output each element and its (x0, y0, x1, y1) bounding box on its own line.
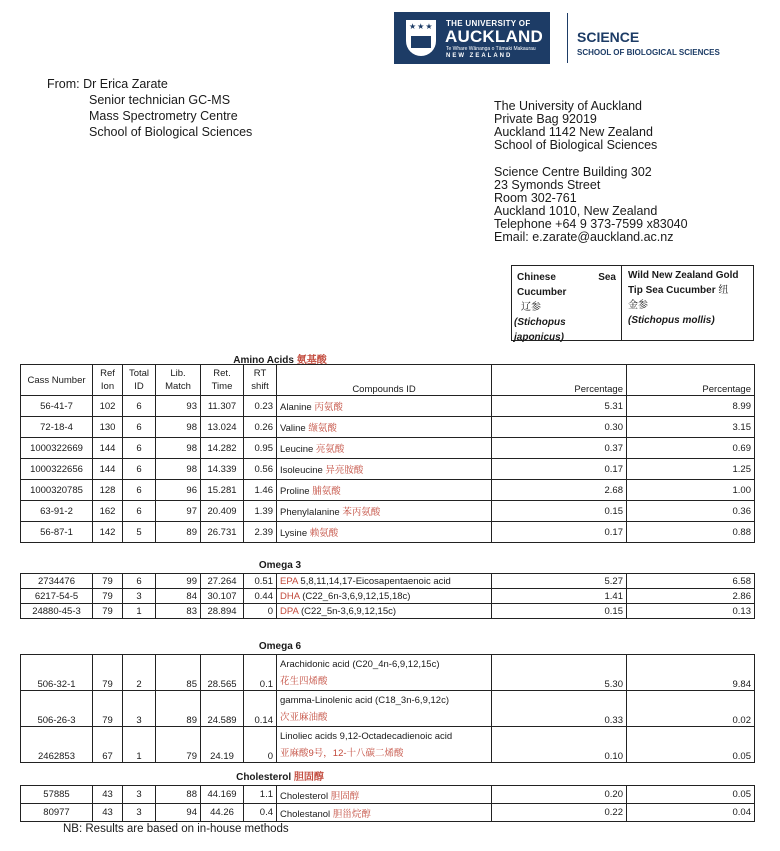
cell-ref: 67 (93, 727, 123, 763)
cell-cass: 72-18-4 (21, 417, 93, 438)
cell-percentage-nz: 3.15 (627, 417, 755, 438)
cell-percentage-chinese: 5.31 (492, 396, 627, 417)
cell-compound (277, 480, 492, 501)
cell-ref: 43 (93, 804, 123, 822)
footnote: NB: Results are based on in-house methods (63, 823, 289, 835)
compound-cn: 胆甾烷醇 (332, 808, 371, 820)
cell-ref: 128 (93, 480, 123, 501)
cell-lib: 88 (156, 786, 201, 804)
table-row (21, 438, 755, 459)
postal-address (494, 100, 657, 152)
faculty-name: SCIENCE (577, 29, 640, 45)
cell-percentage-chinese: 0.37 (492, 438, 627, 459)
compound-cn: 苯丙氨酸 (342, 507, 381, 518)
column-header: Total ID (123, 365, 156, 396)
table-row (21, 522, 755, 543)
cell-cass: 57885 (21, 786, 93, 804)
cell-total: 3 (123, 804, 156, 822)
column-header: RT shift (244, 365, 277, 396)
compound-name: Phenylalanine (280, 507, 340, 518)
cell-ref: 79 (93, 655, 123, 691)
compound-abbr: DPA (280, 605, 299, 617)
address-line: Auckland 1010, New Zealand (494, 204, 658, 218)
cell-cass: 24880-45-3 (21, 604, 93, 619)
compound-name: Cholesterol (280, 790, 329, 802)
cell-percentage-nz: 9.84 (627, 655, 755, 691)
cell-total: 6 (123, 459, 156, 480)
sample-header-nz (622, 265, 754, 341)
sender-from: From: Dr Erica Zarate (47, 77, 168, 91)
cell-rt: 0 (244, 604, 277, 619)
cell-lib: 98 (156, 438, 201, 459)
address-line: School of Biological Sciences (494, 138, 658, 152)
header-text: Cucumber (517, 287, 567, 298)
cell-ret: 13.024 (201, 417, 244, 438)
table-row (21, 604, 755, 619)
cell-total: 6 (123, 480, 156, 501)
cell-rt: 0 (244, 727, 277, 763)
cell-percentage-chinese: 1.41 (492, 589, 627, 604)
column-header: Lib. Match (156, 365, 201, 396)
column-header: Ref Ion (93, 365, 123, 396)
cell-cass: 1000322669 (21, 438, 93, 459)
cell-ret: 26.731 (201, 522, 244, 543)
table-row (21, 786, 755, 804)
compound-name: (C22_6n-3,6,9,12,15,18c) (302, 590, 411, 602)
header-chinese-name: 金参 (628, 300, 648, 311)
cell-lib: 98 (156, 459, 201, 480)
cell-compound (277, 574, 492, 589)
compound-cn: 异亮胺酸 (325, 465, 364, 476)
compound-name: Linoliec acids 9,12-Octadecadienoic acid (280, 730, 453, 742)
cell-percentage-nz: 1.00 (627, 480, 755, 501)
cell-ret: 27.264 (201, 574, 244, 589)
table-row (21, 691, 755, 727)
cell-lib: 84 (156, 589, 201, 604)
column-header: Percentage (492, 365, 627, 396)
cell-lib: 99 (156, 574, 201, 589)
cell-ref: 43 (93, 786, 123, 804)
cell-total: 6 (123, 574, 156, 589)
cell-total: 1 (123, 604, 156, 619)
header-chinese-name: 辽参 (521, 302, 541, 313)
cell-ret: 30.107 (201, 589, 244, 604)
cell-percentage-chinese: 0.20 (492, 786, 627, 804)
cell-ref: 102 (93, 396, 123, 417)
cell-ref: 79 (93, 691, 123, 727)
section-title-omega6: Omega 6 (258, 641, 302, 652)
cell-ref: 79 (93, 589, 123, 604)
cell-lib: 96 (156, 480, 201, 501)
cell-ref: 144 (93, 438, 123, 459)
cell-total: 5 (123, 522, 156, 543)
compound-cn: 花生四烯酸 (280, 675, 328, 687)
header-text: Tip Sea Cucumber (628, 285, 716, 296)
cell-ret: 24.19 (201, 727, 244, 763)
table-row (21, 589, 755, 604)
cell-ret: 20.409 (201, 501, 244, 522)
sample-header-chinese (511, 265, 622, 341)
cell-percentage-chinese: 2.68 (492, 480, 627, 501)
header-latin: (Stichopus japonicus) (514, 317, 566, 343)
compound-cn: 缬氨酸 (308, 423, 337, 434)
cell-ret: 44.169 (201, 786, 244, 804)
cell-total: 6 (123, 396, 156, 417)
cell-ref: 79 (93, 604, 123, 619)
cell-compound (277, 501, 492, 522)
cell-total: 6 (123, 501, 156, 522)
compound-cn: 赖氨酸 (309, 528, 339, 539)
cell-rt: 0.26 (244, 417, 277, 438)
table-row (21, 574, 755, 589)
cell-cass: 506-32-1 (21, 655, 93, 691)
table-row (21, 480, 755, 501)
cell-total: 6 (123, 438, 156, 459)
amino-acids-table (20, 364, 755, 543)
cell-rt: 0.23 (244, 396, 277, 417)
header-text: Wild New Zealand Gold (628, 270, 739, 281)
cell-total: 3 (123, 786, 156, 804)
cell-compound (277, 786, 492, 804)
cell-percentage-nz: 0.69 (627, 438, 755, 459)
cell-rt: 1.46 (244, 480, 277, 501)
cell-ref: 130 (93, 417, 123, 438)
cell-compound (277, 589, 492, 604)
cell-total: 3 (123, 691, 156, 727)
table-row (21, 655, 755, 691)
cell-percentage-chinese: 0.33 (492, 691, 627, 727)
cell-percentage-chinese: 5.27 (492, 574, 627, 589)
cell-percentage-nz: 0.13 (627, 604, 755, 619)
compound-name: Arachidonic acid (C20_4n-6,9,12,15c) (280, 658, 440, 670)
cell-ret: 44.26 (201, 804, 244, 822)
compound-cn: 次亚麻油酸 (280, 711, 328, 723)
section-title-cn: 氨基酸 (296, 355, 327, 366)
address-line: Private Bag 92019 (494, 112, 597, 126)
cell-compound (277, 604, 492, 619)
cell-rt: 0.4 (244, 804, 277, 822)
cell-percentage-chinese: 0.30 (492, 417, 627, 438)
cell-lib: 94 (156, 804, 201, 822)
cell-cass: 56-87-1 (21, 522, 93, 543)
logo-university-name: AUCKLAND (445, 27, 543, 46)
omega3-table (20, 573, 755, 619)
table-header-row (21, 365, 755, 396)
cell-cass: 1000322656 (21, 459, 93, 480)
table-row (21, 804, 755, 822)
compound-name: gamma-Linolenic acid (C18_3n-6,9,12c) (280, 694, 449, 706)
cell-rt: 0.1 (244, 655, 277, 691)
cell-total: 6 (123, 417, 156, 438)
logo-small-text: THE UNIVERSITY OF (446, 19, 531, 28)
cell-percentage-nz: 6.58 (627, 574, 755, 589)
column-header: Compounds ID (277, 365, 492, 396)
sender-line: Senior technician GC-MS (89, 93, 231, 107)
header-latin: (Stichopus mollis) (628, 315, 715, 326)
cell-lib: 93 (156, 396, 201, 417)
cell-compound (277, 727, 492, 763)
cell-percentage-chinese: 0.15 (492, 604, 627, 619)
cell-cass: 80977 (21, 804, 93, 822)
cell-lib: 79 (156, 727, 201, 763)
cell-percentage-nz: 2.86 (627, 589, 755, 604)
table-row (21, 417, 755, 438)
column-header: Percentage (627, 365, 755, 396)
logo-divider (567, 13, 568, 63)
column-header: Cass Number (21, 365, 93, 396)
cell-ref: 144 (93, 459, 123, 480)
compound-abbr: EPA (280, 575, 298, 587)
cell-cass: 2734476 (21, 574, 93, 589)
address-line: Science Centre Building 302 (494, 165, 652, 179)
compound-name: 5,8,11,14,17-Eicosapentaenoic acid (300, 575, 451, 587)
cell-cass: 63-91-2 (21, 501, 93, 522)
compound-cn: 脯氨酸 (312, 486, 341, 497)
compound-cn: 亮氨酸 (315, 444, 345, 455)
address-line: Telephone +64 9 373-7599 x83040 (494, 217, 688, 231)
cell-rt: 1.39 (244, 501, 277, 522)
cholesterol-table (20, 785, 755, 822)
cell-compound (277, 459, 492, 480)
cell-rt: 1.1 (244, 786, 277, 804)
address-line: Room 302-761 (494, 191, 577, 205)
cell-lib: 97 (156, 501, 201, 522)
cell-lib: 89 (156, 522, 201, 543)
table-row (21, 727, 755, 763)
cell-compound (277, 522, 492, 543)
cell-ret: 15.281 (201, 480, 244, 501)
section-title-text: Cholesterol (236, 772, 292, 783)
cell-lib: 85 (156, 655, 201, 691)
column-header: Ret. Time (201, 365, 244, 396)
omega6-table (20, 654, 755, 763)
cell-cass: 506-26-3 (21, 691, 93, 727)
cell-ret: 28.565 (201, 655, 244, 691)
address-line: Auckland 1142 New Zealand (494, 125, 653, 139)
logo-motto: Te Whare Wānanga o Tāmaki Makaurau (446, 46, 536, 52)
compound-name: Cholestanol (280, 808, 331, 820)
cell-ret: 28.894 (201, 604, 244, 619)
cell-ret: 14.282 (201, 438, 244, 459)
cell-lib: 89 (156, 691, 201, 727)
compound-abbr: DHA (280, 590, 300, 602)
cell-compound (277, 438, 492, 459)
cell-lib: 98 (156, 417, 201, 438)
compound-name: Isoleucine (280, 465, 323, 476)
cell-percentage-nz: 1.25 (627, 459, 755, 480)
cell-cass: 56-41-7 (21, 396, 93, 417)
compound-name: Proline (280, 486, 310, 497)
cell-percentage-chinese: 0.22 (492, 804, 627, 822)
cell-rt: 2.39 (244, 522, 277, 543)
header-chinese-name: 纽 (718, 285, 729, 296)
cell-percentage-chinese: 0.15 (492, 501, 627, 522)
cell-percentage-chinese: 0.17 (492, 522, 627, 543)
cell-lib: 83 (156, 604, 201, 619)
cell-ret: 11.307 (201, 396, 244, 417)
cell-rt: 0.51 (244, 574, 277, 589)
cell-percentage-chinese: 5.30 (492, 655, 627, 691)
cell-compound (277, 655, 492, 691)
street-address (494, 166, 688, 244)
cell-total: 3 (123, 589, 156, 604)
table-row (21, 459, 755, 480)
cell-cass: 1000320785 (21, 480, 93, 501)
compound-cn: 丙氨酸 (314, 402, 343, 413)
cell-percentage-chinese: 0.10 (492, 727, 627, 763)
cell-percentage-nz: 0.05 (627, 727, 755, 763)
sender-line: Mass Spectrometry Centre (89, 109, 238, 123)
cell-percentage-nz: 0.88 (627, 522, 755, 543)
cell-rt: 0.95 (244, 438, 277, 459)
address-line: The University of Auckland (494, 99, 642, 113)
cell-percentage-nz: 0.04 (627, 804, 755, 822)
university-logo (394, 12, 550, 64)
header-text: Sea (598, 272, 616, 283)
section-title-cholesterol (180, 768, 380, 783)
compound-name: Lysine (280, 528, 308, 539)
compound-name: Alanine (280, 402, 312, 413)
section-title-omega3: Omega 3 (258, 560, 302, 571)
compound-name: Leucine (280, 444, 314, 455)
compound-name: Valine (280, 423, 306, 434)
table-row (21, 501, 755, 522)
address-line: Email: e.zarate@auckland.ac.nz (494, 230, 674, 244)
section-title-cn: 胆固醇 (293, 772, 324, 783)
compound-cn: 亚麻酸9号，12-十八碳二烯酸 (280, 747, 404, 759)
cell-cass: 6217-54-5 (21, 589, 93, 604)
table-row (21, 396, 755, 417)
cell-ref: 162 (93, 501, 123, 522)
cell-ref: 142 (93, 522, 123, 543)
header-text: Chinese (517, 272, 556, 283)
cell-ret: 24.589 (201, 691, 244, 727)
cell-ref: 79 (93, 574, 123, 589)
school-name: SCHOOL OF BIOLOGICAL SCIENCES (577, 48, 720, 57)
cell-rt: 0.14 (244, 691, 277, 727)
cell-rt: 0.44 (244, 589, 277, 604)
cell-percentage-chinese: 0.17 (492, 459, 627, 480)
logo-country: NEW ZEALAND (446, 53, 513, 59)
cell-percentage-nz: 0.05 (627, 786, 755, 804)
cell-total: 1 (123, 727, 156, 763)
sender-line: School of Biological Sciences (89, 125, 253, 139)
cell-compound (277, 804, 492, 822)
cell-percentage-nz: 8.99 (627, 396, 755, 417)
cell-cass: 2462853 (21, 727, 93, 763)
cell-percentage-nz: 0.36 (627, 501, 755, 522)
cell-compound (277, 417, 492, 438)
cell-compound (277, 396, 492, 417)
cell-total: 2 (123, 655, 156, 691)
cell-percentage-nz: 0.02 (627, 691, 755, 727)
compound-name: (C22_5n-3,6,9,12,15c) (300, 605, 397, 617)
section-title-text: Amino Acids (233, 355, 294, 366)
crest-icon: ★★★ (406, 20, 436, 56)
cell-rt: 0.56 (244, 459, 277, 480)
compound-cn: 胆固醇 (330, 790, 360, 802)
cell-ret: 14.339 (201, 459, 244, 480)
address-line: 23 Symonds Street (494, 178, 601, 192)
cell-compound (277, 691, 492, 727)
